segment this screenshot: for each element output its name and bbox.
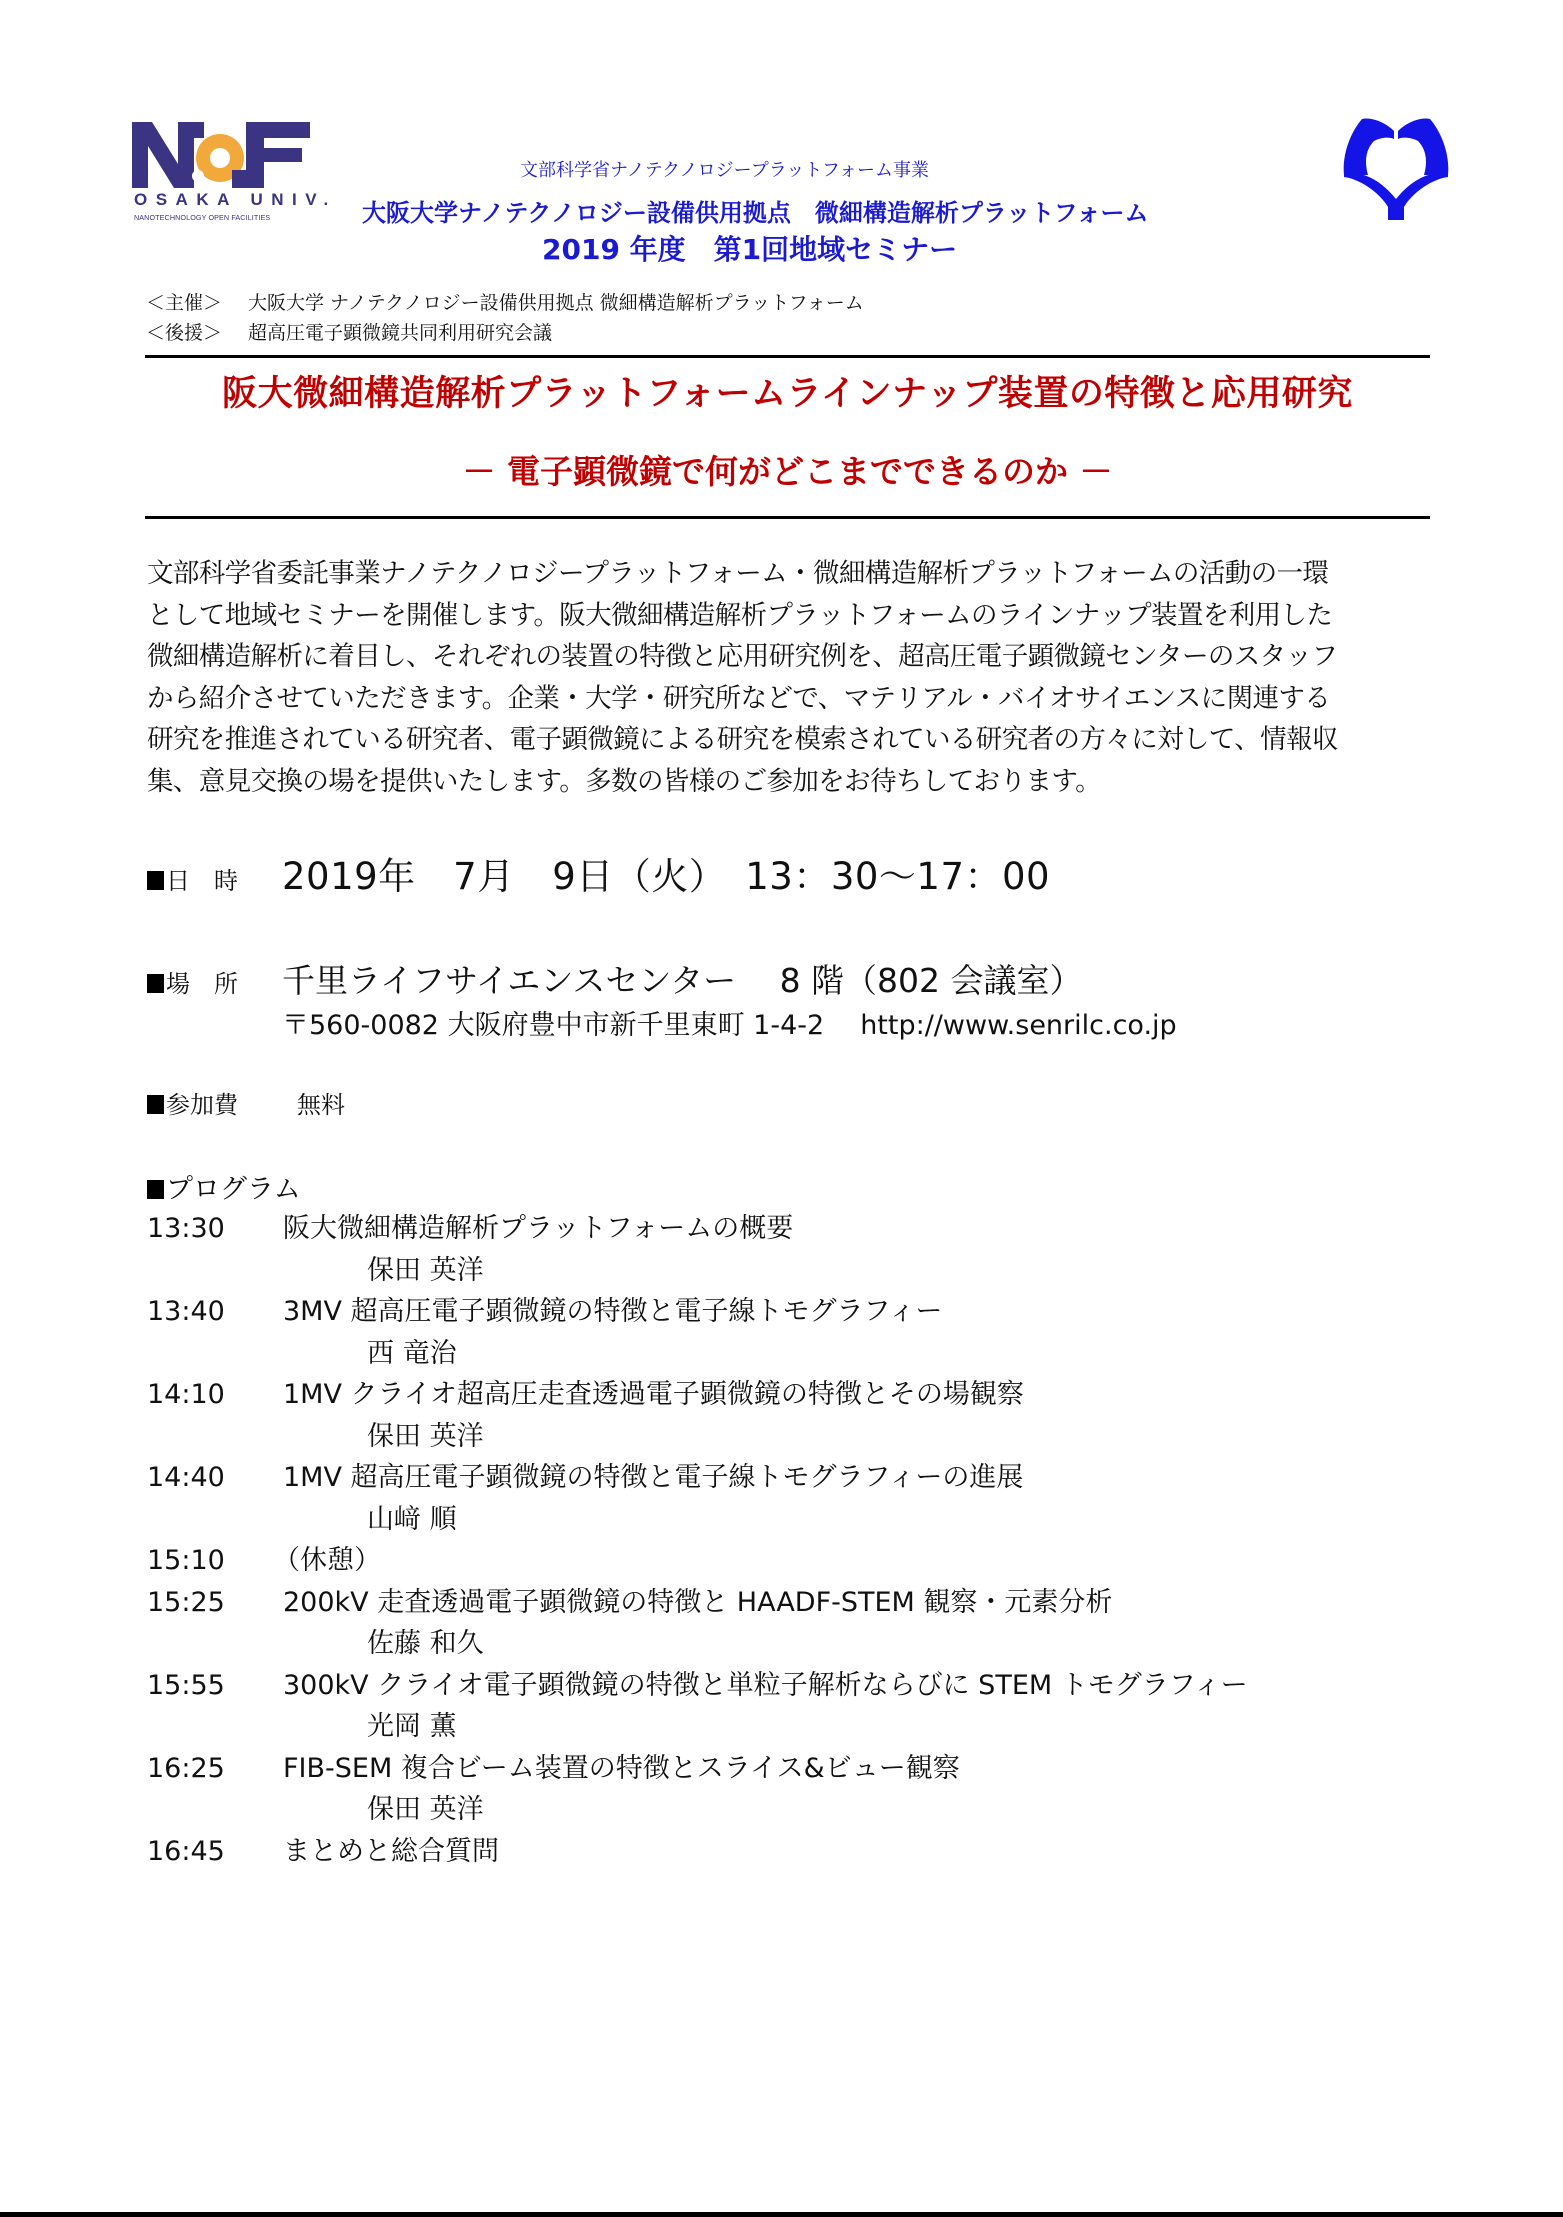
program-entry [147, 1455, 1447, 1497]
program-time: 13:30 [147, 1213, 225, 1244]
venue-row [147, 955, 1083, 1002]
host-label: ＜主催＞ [146, 292, 223, 314]
program-entry [147, 1829, 1447, 1871]
program-time: 14:40 [147, 1462, 225, 1493]
program-time: 16:25 [147, 1752, 225, 1784]
fee-label: 参加費 [166, 1091, 238, 1119]
program-title: 3MV 超高圧電子顕微鏡の特徴と電子線トモグラフィー [283, 1296, 943, 1327]
nof-osaka-univ-text: OSAKA UNIV. [134, 190, 337, 209]
program-speaker: 保田 英洋 [367, 1794, 484, 1825]
program-entry-break [147, 1538, 1447, 1580]
datetime-row [147, 846, 1050, 900]
nof-osaka-univ-logo [132, 120, 337, 226]
program-speaker: 光岡 薫 [367, 1711, 457, 1742]
platform-name: 大阪大学ナノテクノロジー設備供用拠点 微細構造解析プラットフォーム [362, 199, 1149, 227]
program-time: 16:45 [147, 1835, 225, 1867]
program-entry [147, 1746, 1447, 1788]
fee-row [147, 1085, 345, 1120]
program-heading [147, 1167, 301, 1206]
intro-line: 研究を推進されている研究者、電子顕微鏡による研究を模索されている研究者の方々に対して、情報収 [147, 724, 1338, 755]
host-row [146, 288, 864, 315]
square-bullet-icon [147, 1095, 164, 1114]
venue-value: 千里ライフサイエンスセンター 8 階（802 会議室） [282, 961, 1083, 1000]
program-time: 15:10 [147, 1545, 225, 1576]
program-title: まとめと総合質問 [283, 1835, 499, 1867]
support-label: ＜後援＞ [146, 322, 223, 344]
program-title: 阪大微細構造解析プラットフォームの概要 [283, 1213, 794, 1244]
support-value: 超高圧電子顕微鏡共同利用研究会議 [248, 322, 553, 344]
support-row [146, 318, 552, 345]
program-entry [147, 1372, 1447, 1414]
fee-value: 無料 [297, 1091, 345, 1119]
program-speaker: 佐藤 和久 [367, 1628, 484, 1659]
program-entry [147, 1580, 1447, 1622]
intro-paragraph [147, 553, 1447, 802]
venue-url-link[interactable]: http://www.senrilc.co.jp [860, 1010, 1177, 1041]
page-bottom-edge [0, 2212, 1563, 2217]
program-list [147, 1206, 1447, 1870]
program-title: FIB-SEM 複合ビーム装置の特徴とスライス&ビュー観察 [283, 1752, 960, 1784]
program-speaker: 保田 英洋 [367, 1254, 484, 1286]
divider-bottom [145, 516, 1430, 519]
square-bullet-icon [147, 974, 164, 993]
intro-line: 文部科学省委託事業ナノテクノロジープラットフォーム・微細構造解析プラットフォームの活動の一環 [147, 558, 1329, 589]
program-title: 200kV 走査透過電子顕微鏡の特徴と HAADF-STEM 観察・元素分析 [283, 1586, 1113, 1618]
program-title: 1MV 超高圧電子顕微鏡の特徴と電子線トモグラフィーの進展 [283, 1462, 1024, 1493]
program-entry [147, 1289, 1447, 1331]
program-time: 15:25 [147, 1586, 225, 1618]
program-name: 文部科学省ナノテクノロジープラットフォーム事業 [520, 160, 929, 181]
subtitle: － 電子顕微鏡で何がどこまでできるのか － [462, 452, 1113, 491]
square-bullet-icon [147, 871, 164, 890]
nof-mark-icon [132, 120, 310, 190]
datetime-value: 2019年 7月 9日（火） 13：30〜17：00 [282, 855, 1051, 898]
program-time: 13:40 [147, 1296, 225, 1327]
venue-label: 場 所 [166, 970, 238, 998]
venue-address: 〒560-0082 大阪府豊中市新千里東町 1-4-2 [282, 1010, 825, 1041]
intro-line: として地域セミナーを開催します。阪大微細構造解析プラットフォームのラインナップ装置を利用した [147, 599, 1333, 631]
divider-top [145, 355, 1430, 358]
intro-line: 微細構造解析に着目し、それぞれの装置の特徴と応用研究例を、超高圧電子顕微鏡センターのスタッフ [147, 641, 1338, 672]
program-speaker: 山﨑 順 [367, 1503, 457, 1535]
square-bullet-icon [147, 1180, 164, 1199]
osaka-university-emblem-icon [1340, 115, 1452, 220]
seminar-title: 2019 年度 第1回地域セミナー [542, 233, 958, 266]
intro-line: から紹介させていただきます。企業・大学・研究所などで、マテリアル・バイオサイエンスに関連する [147, 682, 1331, 714]
program-title: 300kV クライオ電子顕微鏡の特徴と単粒子解析ならびに STEM トモグラフィー [283, 1669, 1248, 1701]
program-speaker: 保田 英洋 [367, 1420, 484, 1452]
program-title: 1MV クライオ超高圧走査透過電子顕微鏡の特徴とその場観察 [283, 1379, 1024, 1410]
host-value: 大阪大学 ナノテクノロジー設備供用拠点 微細構造解析プラットフォーム [248, 292, 864, 314]
datetime-label: 日 時 [166, 867, 238, 895]
main-title: 阪大微細構造解析プラットフォームラインナップ装置の特徴と応用研究 [222, 374, 1353, 414]
program-entry [147, 1206, 1447, 1248]
nof-subtitle-text: NANOTECHNOLOGY OPEN FACILITIES [134, 213, 271, 222]
address-row [282, 1003, 1177, 1042]
program-title: （休憩） [273, 1545, 381, 1576]
program-speaker: 西 竜治 [367, 1337, 457, 1369]
program-time: 15:55 [147, 1669, 225, 1701]
program-time: 14:10 [147, 1379, 225, 1410]
program-entry [147, 1663, 1447, 1705]
intro-line: 集、意見交換の場を提供いたします。多数の皆様のご参加をお待ちしております。 [147, 765, 1102, 797]
program-heading-text: プログラム [166, 1174, 301, 1205]
